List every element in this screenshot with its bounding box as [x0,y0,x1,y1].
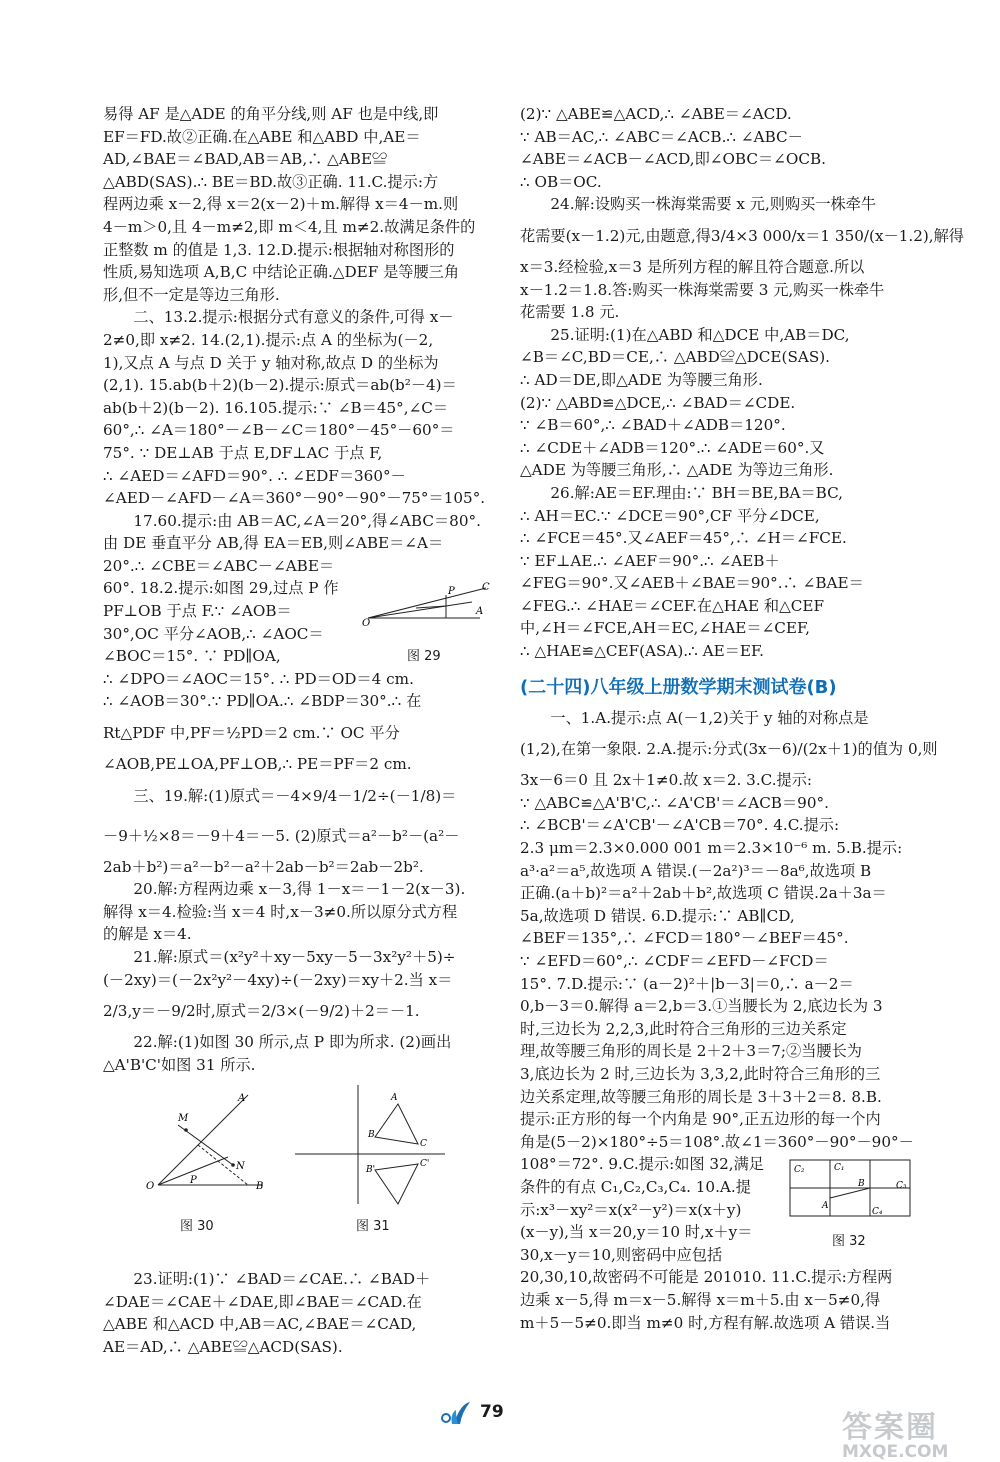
text-line: 提示:正方形的每一个内角是 90°,正五边形的每一个内 [520,1110,881,1129]
svg-text:B: B [256,1181,264,1192]
text-line: 示:x³－xy²＝x(x²－y²)＝x(x＋y) [520,1200,742,1219]
figure-32-grid [788,1158,913,1220]
text-line: 1),又点 A 与点 D 关于 y 轴对称,故点 D 的坐标为 [103,353,439,372]
text-line: 5a,故选项 D 错误. 6.D.提示:∵ AB∥CD, [520,906,795,925]
q10-11-continued [520,1266,910,1334]
text-line: 3,底边长为 2 时,三边长为 3,3,2,此时符合三角形的三 [520,1064,881,1083]
text-line: 性质,易知选项 A,B,C 中结论正确.△DEF 是等腰三角 [103,263,460,282]
text-line: ∠DAE＝∠CAE＋∠DAE,即∠BAE＝∠CAD.在 [103,1292,422,1311]
text-line: 时,三边长为 2,2,3,此时符合三角形的三边关系定 [520,1019,847,1038]
text-line: 15°. 7.D.提示:∵ (a－2)²＋|b－3|＝0,∴ a－2＝ [520,974,854,993]
text-line: ∴ AD＝DE,即△ADE 为等腰三角形. [520,370,763,389]
text-line: ∠FEG＝90°.又∠AEB＋∠BAE＝90°.∴ ∠BAE＝ [520,574,864,593]
text-line: (2,1). 15.ab(b＋2)(b－2).提示:原式＝ab(b²－4)＝ [103,376,457,395]
section-heading: (二十四)八年级上册数学期末测试卷(B) [520,676,837,698]
text-line: 30,x－y＝10,则密码中应包括 [520,1245,723,1264]
figure-32-caption: 图 32 [832,1234,866,1249]
text-line: ∠AED－∠AFD－∠A＝360°－90°－90°－75°＝105°. [103,489,486,508]
q18-continued [103,668,488,776]
watermark-url: MXQE.COM [842,1442,949,1462]
svg-text:C: C [482,582,490,593]
text-line: 理,故等腰三角形的周长是 2＋2＋3＝7;②当腰长为 [520,1042,862,1061]
text-line: ∠FEG.∴ ∠HAE＝∠CEF.在△HAE 和△CEF [520,596,825,615]
text-line: 程两边乘 x－2,得 x＝2(x－2)＋m.解得 x＝4－m.则 [103,195,459,214]
text-line: AE＝AD,∴ △ABE≌△ACD(SAS). [103,1337,343,1356]
svg-text:C₂: C₂ [794,1165,805,1175]
text-line: PF⊥OB 于点 F.∵ ∠AOB＝ [103,602,292,621]
text-line: ∠BOC＝15°. ∵ PD∥OA, [103,647,281,666]
svg-text:B: B [858,1179,865,1189]
svg-text:C₁: C₁ [834,1163,845,1173]
text-line: ∴ ∠DPO＝∠AOC＝15°. ∴ PD＝OD＝4 cm. [103,669,414,688]
svg-text:M: M [178,1113,189,1124]
text-line: m＋5－5≠0.即当 m≠0 时,方程有解.故选项 A 错误.当 [520,1313,891,1332]
svg-text:P: P [448,586,455,597]
text-line: ∴ AH＝EC.∵ ∠DCE＝90°,CF 平分∠DCE, [520,506,820,525]
svg-text:A: A [391,1093,398,1103]
svg-text:A: A [238,1093,246,1104]
text-line: x－1.2＝1.8.答:购买一株海棠需要 3 元,购买一株牵牛 [520,280,885,299]
text-line: x＝3.经检验,x＝3 是所列方程的解且符合题意.所以 [520,257,865,276]
text-line: 的解是 x＝4. [103,925,192,944]
svg-text:C: C [420,1139,427,1149]
text-line: 2≠0,即 x≠2. 14.(2,1).提示:点 A 的坐标为(－2, [103,330,434,349]
svg-text:O: O [146,1181,155,1192]
figure-31-caption: 图 31 [356,1219,390,1234]
text-line: 2.3 μm＝2.3×0.000 001 m＝2.3×10⁻⁶ m. 5.B.提示: [520,839,903,858]
svg-text:O: O [362,618,371,629]
figure-29-wrap-text [103,555,358,668]
text-line: ∴ ∠AOB＝30°.∵ PD∥OA.∴ ∠BDP＝30°.∴ 在 [103,692,422,711]
text-line: ∴ ∠AED＝∠AFD＝90°. ∴ ∠EDF＝360°－ [103,466,406,485]
text-line: ∵ EF⊥AE.∴ ∠AEF＝90°.∴ ∠AEB＋ [520,551,780,570]
text-line: 23.证明:(1)∵ ∠BAD＝∠CAE.∴ ∠BAD＋ [133,1270,431,1288]
text-line: 正确.(a＋b)²＝a²＋2ab＋b²,故选项 C 错误.2a＋3a＝ [520,884,887,903]
watermark-logo [842,1402,982,1462]
text-line: 17.60.提示:由 AB＝AC,∠A＝20°,得∠ABC＝80°. [133,511,481,530]
text-line: 22.解:(1)如图 30 所示,点 P 即为所求. (2)画出 [133,1033,452,1052]
section-two [103,306,488,555]
text-line: 60°. 18.2.提示:如图 29,过点 P 作 [103,579,339,598]
text-line: 正整数 m 的值是 1,3. 12.D.提示:根据轴对称图形的 [103,240,455,259]
right-column [520,103,964,1334]
text-line: (2)∵ △ABD≌△DCE,∴ ∠BAD＝∠CDE. [520,393,796,412]
figure-30-diagram [138,1085,268,1205]
text-line: EF＝FD.故②正确.在△ABE 和△ABD 中,AE＝ [103,127,421,146]
text-line: a³·a²＝a⁵,故选项 A 错误.(－2a²)³＝－8a⁶,故选项 B [520,861,872,880]
text-line: ∵ AB＝AC,∴ ∠ABC＝∠ACB.∴ ∠ABC－ [520,127,803,146]
text-line: △ADE 为等腰三角形,∴ △ADE 为等边三角形. [520,461,834,480]
svg-text:N: N [236,1161,245,1172]
text-line: 三、19.解:(1)原式＝－4×9/4－1/2÷(－1/8)＝ [133,786,457,805]
text-line: (1,2),在第一象限. 2.A.提示:分式(3x－6)/(2x＋1)的值为 0,则 [520,740,938,759]
text-line: ab(b＋2)(b－2). 16.105.提示:∵ ∠B＝45°,∠C＝ [103,398,449,417]
text-line: ∠B＝∠C,BD＝CE,∴ △ABD≌△DCE(SAS). [520,348,830,367]
text-line: △ABD(SAS).∴ BE＝BD.故③正确. 11.C.提示:方 [103,172,439,191]
text-line: 3x－6＝0 且 2x＋1≠0.故 x＝2. 3.C.提示: [520,771,813,790]
svg-text:B': B' [366,1165,376,1175]
test-b-answers [520,707,938,1176]
answers-23-26 [520,103,964,663]
text-line: 75°. ∵ DE⊥AB 于点 E,DF⊥AC 于点 F, [103,443,383,462]
q23-paragraph [103,1268,488,1358]
figure-32-wrap-text [520,1176,778,1266]
text-line: －9＋½×8＝－9＋4＝－5. (2)原式＝a²－b²－(a²－ [103,826,460,845]
text-line: 易得 AF 是△ADE 的角平分线,则 AF 也是中线,即 [103,105,439,123]
watermark-title: 答案圈 [842,1410,938,1445]
text-line: ∠AOB,PE⊥OA,PF⊥OB,∴ PE＝PF＝2 cm. [103,755,412,774]
text-line: 21.解:原式＝(x²y²＋xy－5xy－5－3x²y²＋5)÷ [133,948,456,966]
text-line: 25.证明:(1)在△ABD 和△DCE 中,AB＝DC, [550,325,850,344]
text-line: Rt△PDF 中,PF＝½PD＝2 cm.∵ OC 平分 [103,724,400,743]
text-line: 一、1.A.提示:点 A(－1,2)关于 y 轴的对称点是 [550,708,869,727]
text-line: 4－m＞0,且 4－m≠2,即 m＜4,且 m≠2.故满足条件的 [103,217,476,236]
text-line: 二、13.2.提示:根据分式有意义的条件,可得 x－ [133,308,454,327]
text-line: ∠BEF＝135°,∴ ∠FCD＝180°－∠BEF＝45°. [520,929,849,948]
text-line: 20,30,10,故密码不可能是 201010. 11.C.提示:方程两 [520,1268,893,1287]
page-number: 79 [480,1402,504,1422]
text-line: 2ab＋b²)＝a²－b²－a²＋2ab－b²＝2ab－2b². [103,857,424,876]
svg-text:A: A [822,1201,829,1211]
svg-text:C': C' [420,1159,430,1169]
text-line: 2/3,y＝－9/2时,原式＝2/3×(－9/2)＋2＝－1. [103,1002,420,1021]
text-line: 0,b－3＝0.解得 a＝2,b＝3.①当腰长为 2,底边长为 3 [520,997,883,1016]
text-line: 24.解:设购买一株海棠需要 x 元,则购买一株牵牛 [550,195,877,214]
paragraph-q10-12 [103,103,488,306]
text-line: ∴ ∠BCB'＝∠A'CB'－∠A'CB＝70°. 4.C.提示: [520,816,840,835]
text-line: 条件的有点 C₁,C₂,C₃,C₄. 10.A.提 [520,1177,751,1196]
text-line: 解得 x＝4.检验:当 x＝4 时,x－3≠0.所以原分式方程 [103,902,458,921]
svg-text:A: A [476,606,484,617]
text-line: ∴ △HAE≌△CEF(ASA).∴ AE＝EF. [520,642,764,661]
figure-29-caption: 图 29 [407,649,441,664]
text-line: ∵ △ABC≌△A'B'C,∴ ∠A'CB'＝∠ACB＝90°. [520,793,829,812]
text-line: (2)∵ △ABE≌△ACD,∴ ∠ABE＝∠ACD. [520,105,792,123]
text-line: ∴ OB＝OC. [520,172,602,191]
svg-text:C₃: C₃ [896,1181,907,1191]
text-line: ∴ ∠CDE＋∠ADB＝120°.∴ ∠ADE＝60°.又 [520,438,825,457]
publisher-logo-icon [436,1398,474,1428]
text-line: 形,但不一定是等边三角形. [103,285,280,304]
text-line: 20°.∴ ∠CBE＝∠ABC－∠ABE＝ [103,556,335,575]
text-line: 20.解:方程两边乘 x－3,得 1－x＝－1－2(x－3). [133,880,466,899]
text-line: 边乘 x－5,得 m＝x－5.解得 x＝m＋5.由 x－5≠0,得 [520,1290,881,1309]
text-line: 30°,OC 平分∠AOB,∴ ∠AOC＝ [103,624,324,643]
text-line: 花需要 1.8 元. [520,303,620,322]
text-line: 边关系定理,故等腰三角形的周长是 3＋3＋2＝8. 8.B. [520,1087,882,1106]
svg-text:B: B [368,1130,375,1140]
text-line: 60°,∴ ∠A＝180°－∠B－∠C＝180°－45°－60°＝ [103,421,455,440]
text-line: 26.解:AE＝EF.理由:∵ BH＝BE,BA＝BC, [550,483,844,502]
text-line: (－2xy)＝(－2x²y²－4xy)÷(－2xy)＝xy＋2.当 x＝ [103,970,453,989]
text-line: △A'B'C'如图 31 所示. [103,1055,256,1074]
text-line: ∵ ∠EFD＝60°,∴ ∠CDF＝∠EFD－∠FCD＝ [520,952,829,970]
text-line: AD,∠BAE＝∠BAD,AB＝AB,∴ △ABE≌ [103,150,388,169]
text-line: ∴ ∠FCE＝45°.又∠AEF＝45°,∴ ∠H＝∠FCE. [520,529,847,548]
svg-text:P: P [190,1175,197,1186]
svg-text:C₄: C₄ [872,1207,883,1217]
text-line: 花需要(x－1.2)元,由题意,得3/4×3 000/x＝1 350/(x－1.2),解得 [520,226,964,245]
text-line: ∠ABE＝∠ACB－∠ACD,即∠OBC＝∠OCB. [520,150,826,169]
text-line: △ABE 和△ACD 中,AB＝AC,∠BAE＝∠CAD, [103,1315,417,1334]
text-line: 由 DE 垂直平分 AB,得 EA＝EB,则∠ABE＝∠A＝ [103,534,444,553]
figure-31-diagram [290,1082,450,1207]
figure-29-diagram [362,580,492,640]
text-line: 108°＝72°. 9.C.提示:如图 32,满足 [520,1155,764,1174]
figure-30-caption: 图 30 [180,1219,214,1234]
text-line: ∵ ∠B＝60°,∴ ∠BAD＋∠ADB＝120°. [520,416,786,435]
section-three [103,776,488,1077]
text-line: 角是(5－2)×180°÷5＝108°.故∠1＝360°－90°－90°－ [520,1132,914,1151]
text-line: 中,∠H＝∠FCE,AH＝EC,∠HAE＝∠CEF, [520,619,811,638]
text-line: (x－y),当 x＝20,y＝10 时,x＋y＝ [520,1223,753,1242]
